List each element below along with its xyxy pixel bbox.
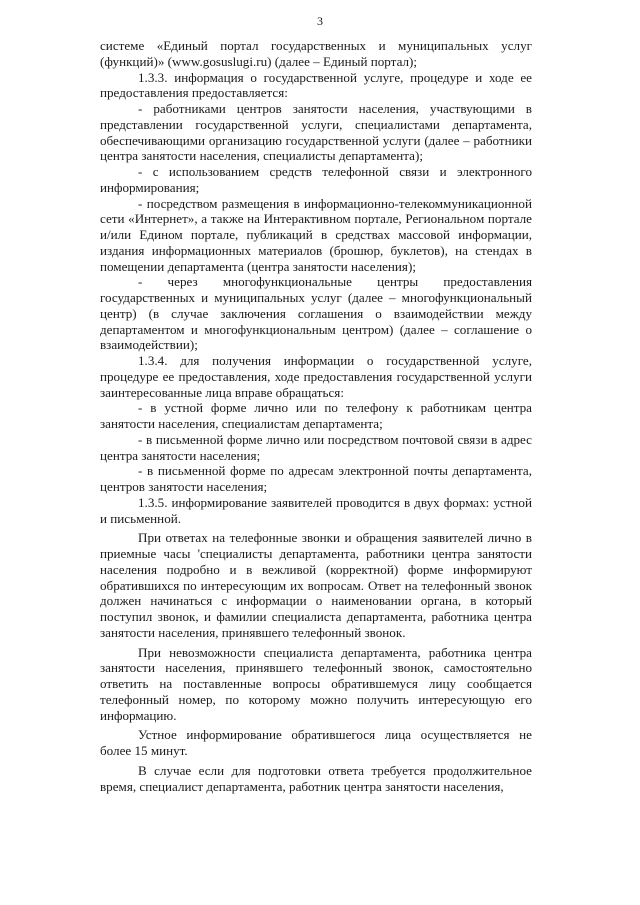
list-item-workers: - работниками центров занятости населения, участвующими в представлении государственной услуги, специалистами департамента, обеспечивающими организацию государственной услуги (далее – работники центра занятости населения, специалисты департамента);	[100, 101, 532, 164]
list-item-written-post: - в письменной форме лично или посредством почтовой связи в адрес центра занятости населения;	[100, 431, 532, 463]
list-item-internet: - посредством размещения в информационно-телекоммуникационной сети «Интернет», а также на Интерактивном портале, Региональном портале и/или Едином портале, публикаций в средствах массовой информации, издания информационных материалов (брошюр, буклетов), на стендах в помещении департамента (центра занятости населения);	[100, 195, 532, 274]
paragraph-phone-answers: При ответах на телефонные звонки и обращения заявителей лично в приемные часы 'специалисты департамента, работники центра занятости населения подробно и в вежливой (корректной) форме информируют обратившихся по интересующим их вопросам. Ответ на телефонный звонок должен начинаться с информации о наименовании органа, в который поступил звонок, и фамилии специалиста департамента, работника центра занятости населения, принявшего телефонный звонок.	[100, 530, 532, 640]
paragraph-1-3-5: 1.3.5. информирование заявителей проводится в двух формах: устной и письменной.	[100, 494, 532, 526]
paragraph-1-3-3: 1.3.3. информация о государственной услуге, процедуре и ходе ее предоставления предоставляется:	[100, 69, 532, 101]
document-body	[100, 38, 532, 794]
list-item-phone: - с использованием средств телефонной связи и электронного информирования;	[100, 164, 532, 195]
list-item-mfc: - через многофункциональные центры предоставления государственных и муниципальных услуг (далее – многофункциональный центр) (в случае заключения соглашения о взаимодействии между департаментом и многофункциональным центром) (далее – соглашение о взаимодействии);	[100, 274, 532, 353]
paragraph-long-preparation: В случае если для подготовки ответа требуется продолжительное время, специалист департамента, работник центра занятости населения,	[100, 762, 532, 794]
paragraph-impossibility: При невозможности специалиста департамента, работника центра занятости населения, принявшего телефонный звонок, самостоятельно ответить на поставленные вопросы обратившемуся лицу сообщается телефонный номер, по которому можно получить интересующую его информацию.	[100, 644, 532, 723]
paragraph-portal-continuation: системе «Единый портал государственных и муниципальных услуг (функций)» (www.gosuslugi.ru) (далее – Единый портал);	[100, 38, 532, 69]
paragraph-oral-duration: Устное информирование обратившегося лица осуществляется не более 15 минут.	[100, 727, 532, 758]
page-number: 3	[317, 14, 323, 28]
list-item-oral: - в устной форме лично или по телефону к работникам центра занятости населения, специалистам департамента;	[100, 400, 532, 431]
list-item-written-email: - в письменной форме по адресам электронной почты департамента, центров занятости населения;	[100, 463, 532, 494]
paragraph-1-3-4: 1.3.4. для получения информации о государственной услуге, процедуре ее предоставления, ходе предоставления государственной услуги заинтересованные лица вправе обращаться:	[100, 353, 532, 400]
